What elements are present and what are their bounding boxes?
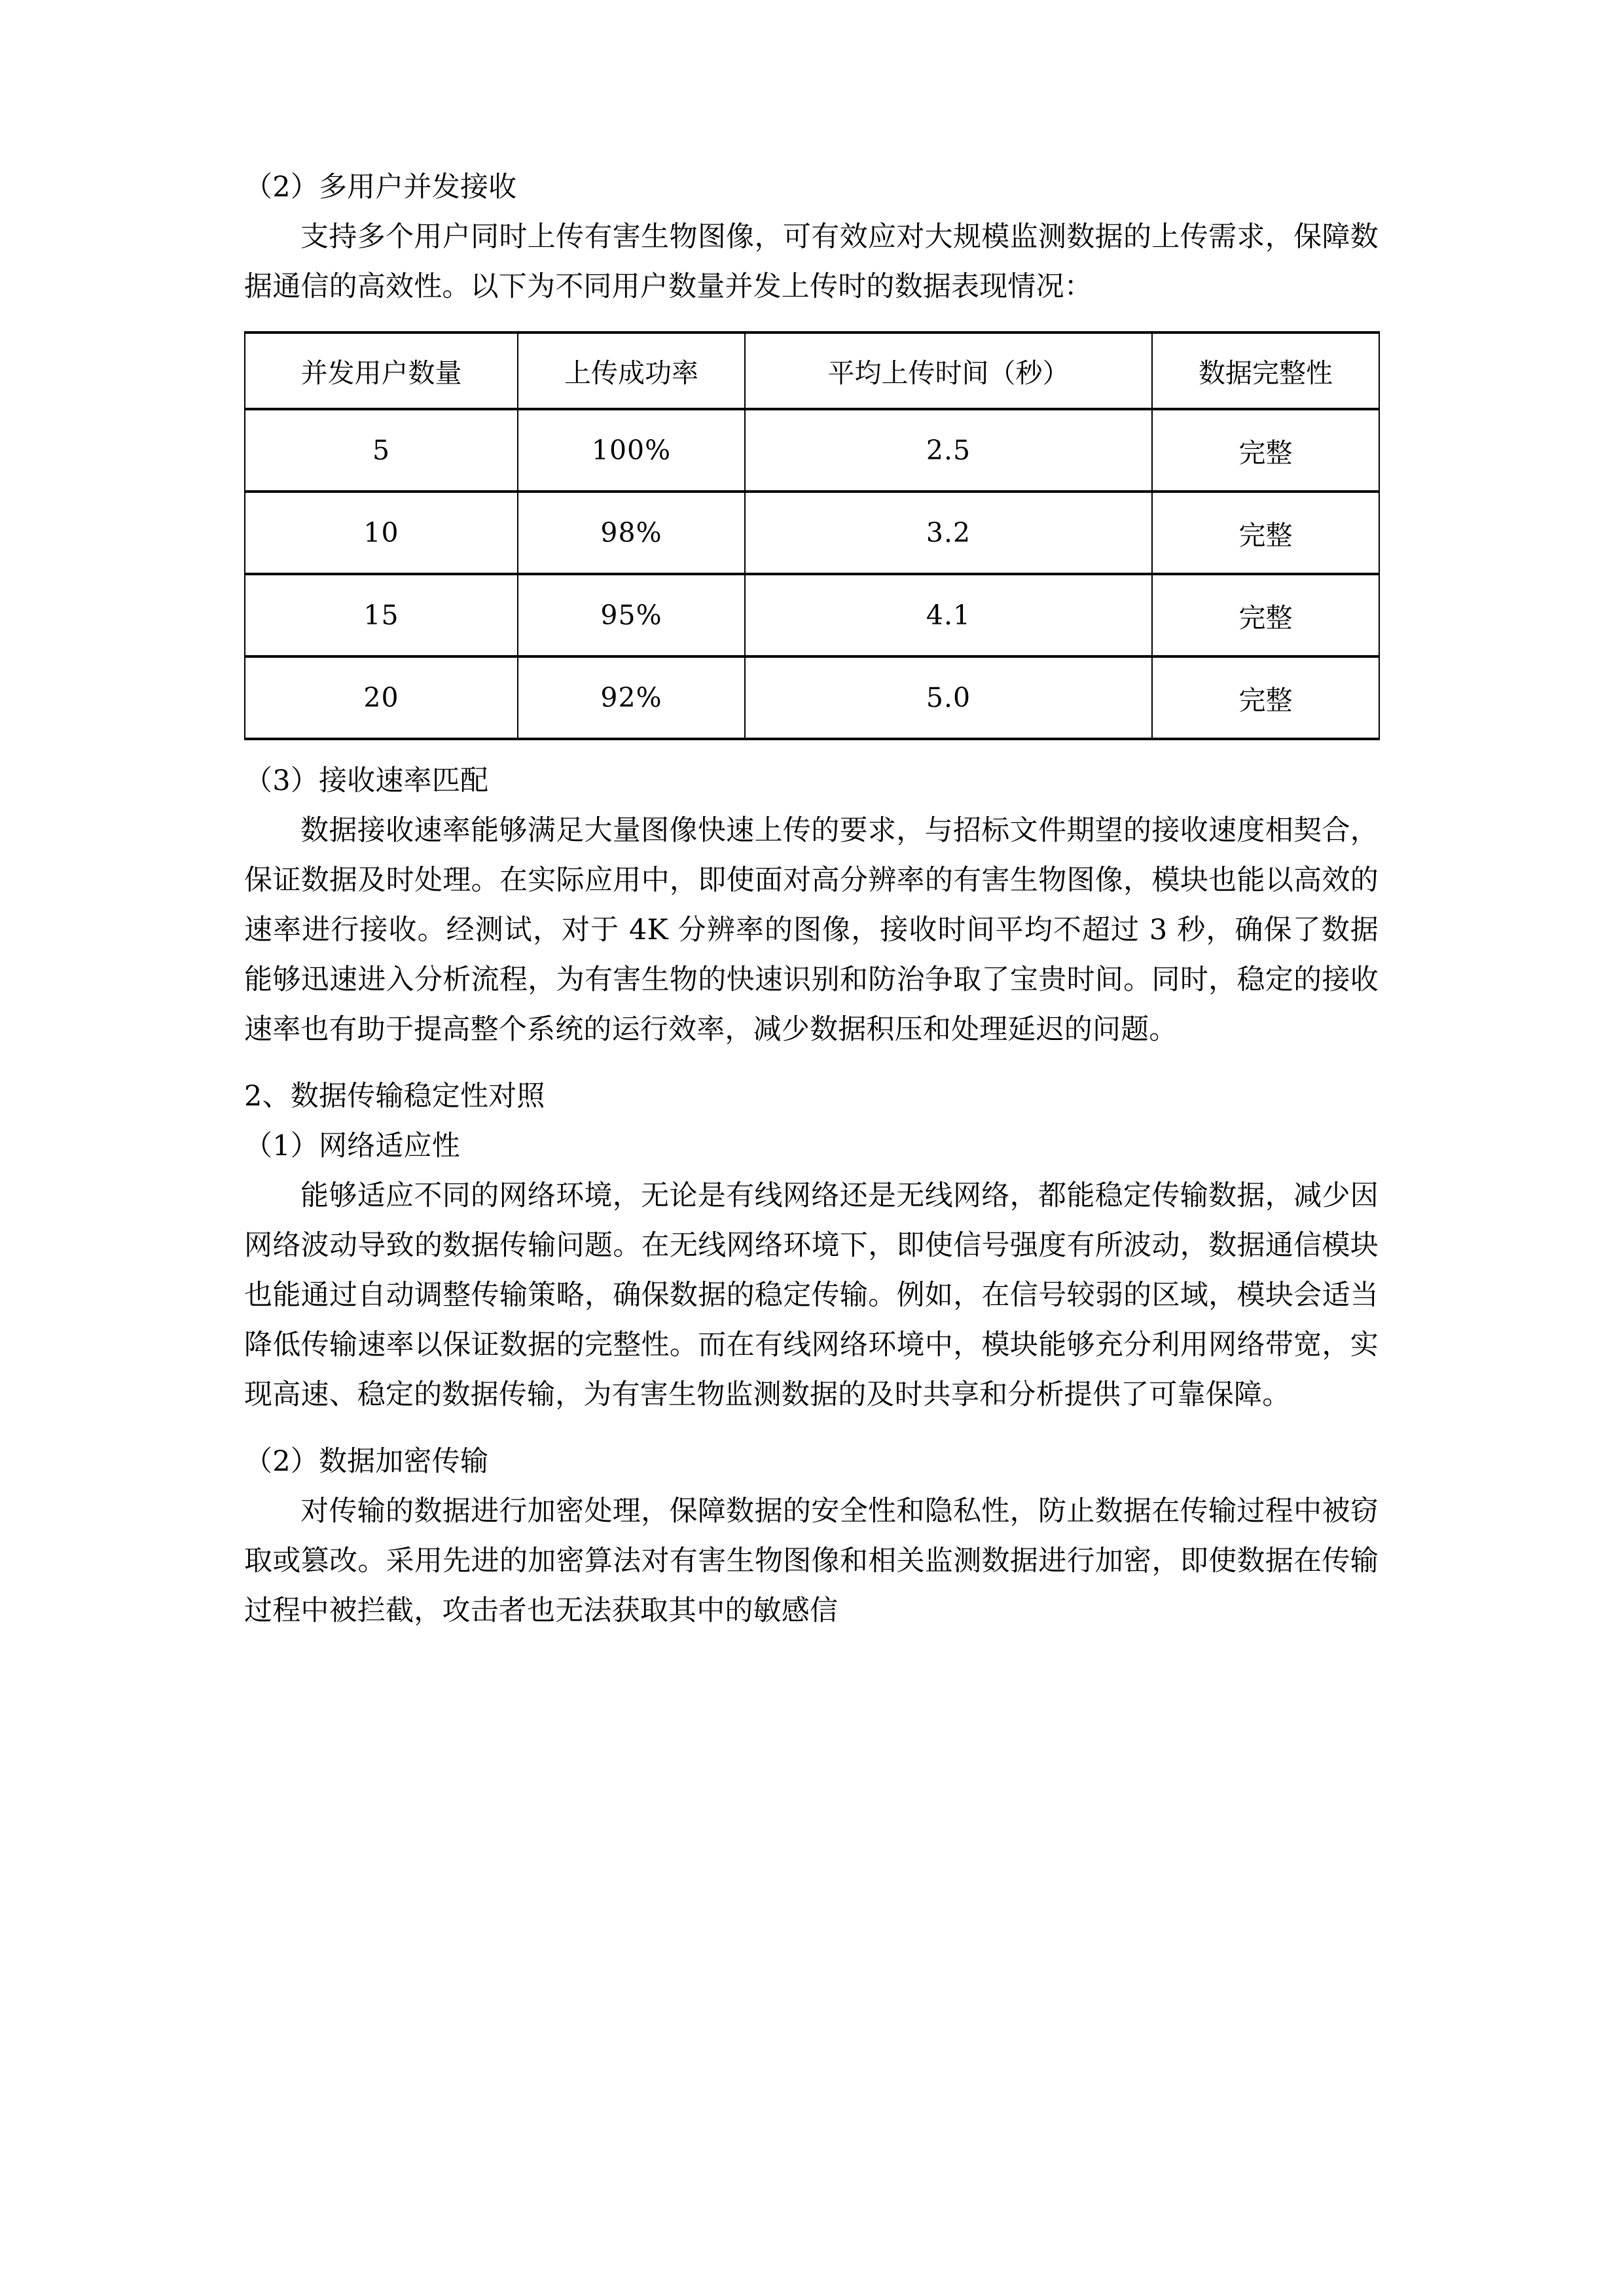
cell-upload-success-rate: 95% [518, 574, 745, 656]
column-header-data-integrity: 数据完整性 [1152, 332, 1379, 409]
cell-average-upload-time: 5.0 [745, 656, 1152, 739]
column-header-concurrent-users: 并发用户数量 [245, 332, 518, 409]
table-row [245, 656, 1379, 739]
cell-upload-success-rate: 92% [518, 656, 745, 739]
table-row [245, 492, 1379, 574]
cell-data-integrity: 完整 [1152, 492, 1379, 574]
heading-multi-user-concurrent-receive: （2）多用户并发接收 [244, 171, 517, 204]
cell-concurrent-users: 5 [245, 409, 518, 492]
table-row [245, 409, 1379, 492]
cell-average-upload-time: 4.1 [745, 574, 1152, 656]
concurrent-upload-performance-table [244, 331, 1380, 740]
cell-data-integrity: 完整 [1152, 409, 1379, 492]
spacer [244, 1054, 1379, 1071]
paragraph-network-adaptability: 能够适应不同的网络环境，无论是有线网络还是无线网络，都能稳定传输数据，减少因网络波动导致的数据传输问题。在无线网络环境下，即使信号强度有所波动，数据通信模块也能通过自动调整传输策略，确保数据的稳定传输。例如，在信号较弱的区域，模块会适当降低传输速率以保证数据的完整性。而在有线网络环境中，模块能够充分利用网络带宽，实现高速、稳定的数据传输，为有害生物监测数据的及时共享和分析提供了可靠保障。 [244, 1179, 1379, 1411]
cell-concurrent-users: 15 [245, 574, 518, 656]
cell-data-integrity: 完整 [1152, 574, 1379, 656]
heading-data-encryption-transmission: （2）数据加密传输 [244, 1445, 489, 1478]
spacer [244, 1420, 1379, 1437]
column-header-upload-success-rate: 上传成功率 [518, 332, 745, 409]
cell-average-upload-time: 3.2 [745, 492, 1152, 574]
paragraph-receive-rate-match: 数据接收速率能够满足大量图像快速上传的要求，与招标文件期望的接收速度相契合，保证数据及时处理。在实际应用中，即使面对高分辨率的有害生物图像，模块也能以高效的速率进行接收。经测试，对于 4K 分辨率的图像，接收时间平均不超过 3 秒，确保了数据能够迅速进入分析流程，为有害生物的快速识别和防治争取了宝贵时间。同时，稳定的接收速率也有助于提高整个系统的运行效率，减少数据积压和处理延迟的问题。 [244, 814, 1379, 1046]
column-header-average-upload-time: 平均上传时间（秒） [745, 332, 1152, 409]
page-content [244, 162, 1379, 1636]
cell-data-integrity: 完整 [1152, 656, 1379, 739]
cell-upload-success-rate: 98% [518, 492, 745, 574]
cell-concurrent-users: 10 [245, 492, 518, 574]
cell-upload-success-rate: 100% [518, 409, 745, 492]
table-row [245, 574, 1379, 656]
heading-network-adaptability: （1）网络适应性 [244, 1130, 460, 1162]
heading-transmission-stability-comparison: 2、数据传输稳定性对照 [244, 1080, 545, 1113]
paragraph-multi-user-concurrent-receive: 支持多个用户同时上传有害生物图像，可有效应对大规模监测数据的上传需求，保障数据通信的高效性。以下为不同用户数量并发上传时的数据表现情况： [244, 221, 1379, 303]
concurrent-upload-performance-table-wrap [244, 331, 1379, 740]
paragraph-data-encryption-transmission: 对传输的数据进行加密处理，保障数据的安全性和隐私性，防止数据在传输过程中被窃取或篡改。采用先进的加密算法对有害生物图像和相关监测数据进行加密，即使数据在传输过程中被拦截，攻击者也无法获取其中的敏感信 [244, 1495, 1379, 1627]
cell-concurrent-users: 20 [245, 656, 518, 739]
table-header-row [245, 332, 1379, 409]
cell-average-upload-time: 2.5 [745, 409, 1152, 492]
heading-receive-rate-match: （3）接收速率匹配 [244, 764, 489, 797]
